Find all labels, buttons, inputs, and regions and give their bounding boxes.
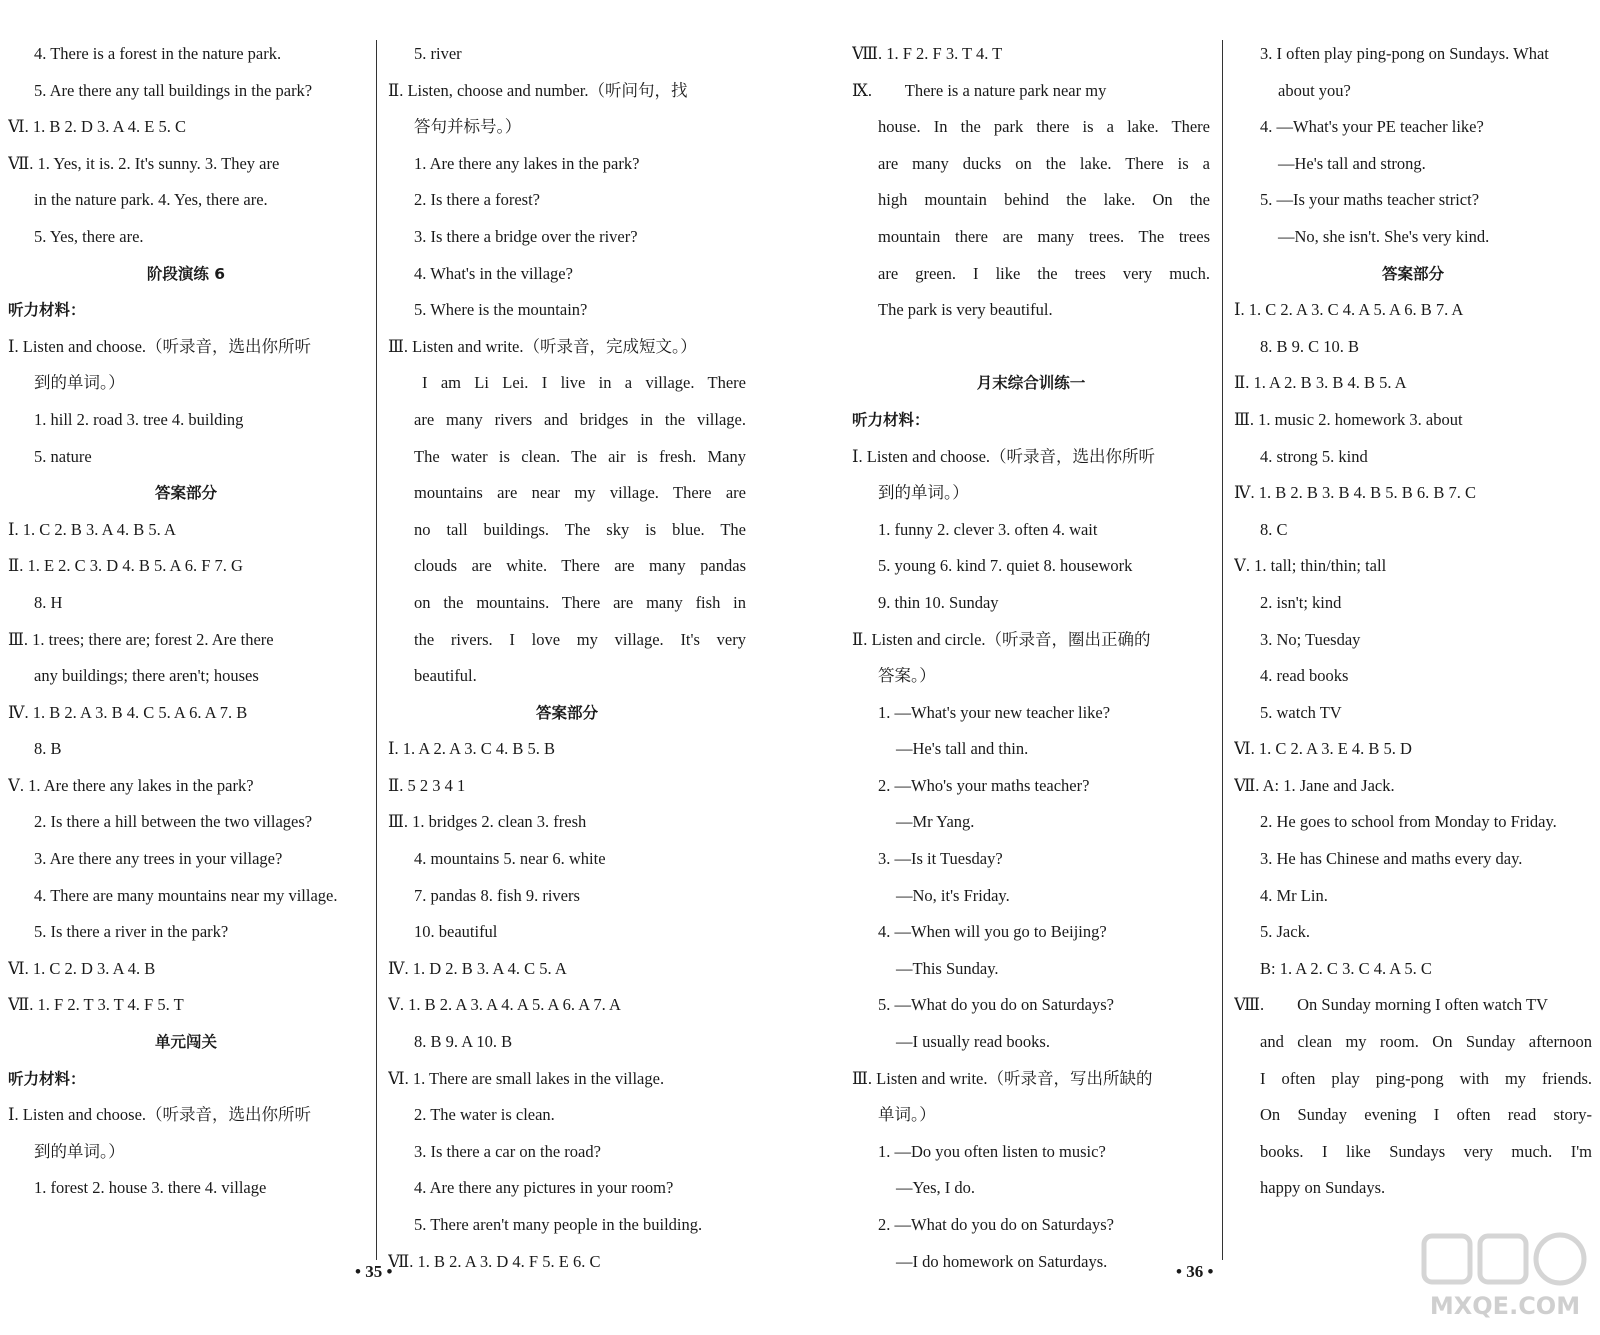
section-heading: 月末综合训练一 xyxy=(976,374,1086,393)
page-number-left: • 35 • xyxy=(355,1262,393,1281)
answer-line: 4. Are there any pictures in your room? xyxy=(414,1178,674,1198)
text-line: 5. Are there any tall buildings in the park? xyxy=(34,80,313,100)
dialog-line: —I do homework on Saturdays. xyxy=(896,1251,1108,1271)
text-line: Ⅱ. Listen and circle.（听录音，圈出正确的 xyxy=(852,629,1151,649)
answer-line: Ⅳ. 1. B 2. B 3. B 4. B 5. B 6. B 7. C xyxy=(1234,483,1477,503)
answer-line: any buildings; there aren't; houses xyxy=(34,666,259,686)
passage-line: are many ducks on the lake. There is a xyxy=(878,153,1210,173)
passage-line: happy on Sundays. xyxy=(1260,1178,1386,1198)
text-line: 1. hill 2. road 3. tree 4. building xyxy=(34,409,244,429)
column-2 xyxy=(388,36,746,1280)
text-line: 1. Are there any lakes in the park? xyxy=(414,153,640,173)
dialog-line: 2. —Who's your maths teacher? xyxy=(878,775,1090,795)
text-line: Ⅲ. Listen and write.（听录音，写出所缺的 xyxy=(852,1068,1153,1088)
answer-line: 8. C xyxy=(1260,519,1288,539)
answer-line: B: 1. A 2. C 3. C 4. A 5. C xyxy=(1260,958,1432,978)
text-line: 2. Is there a forest? xyxy=(414,190,540,210)
text-line: 5. river xyxy=(414,44,462,63)
answer-line: 3. Is there a car on the road? xyxy=(414,1141,601,1161)
passage-line: The water is clean. The air is fresh. Many xyxy=(414,446,746,466)
answer-line: 8. B 9. C 10. B xyxy=(1260,336,1360,356)
page-number-right: • 36 • xyxy=(1176,1262,1214,1281)
text-line: 5. nature xyxy=(34,446,92,466)
text-line: 1. funny 2. clever 3. often 4. wait xyxy=(878,519,1098,539)
dialog-line: —Yes, I do. xyxy=(896,1178,976,1198)
answer-line: Ⅲ. 1. bridges 2. clean 3. fresh xyxy=(388,812,587,832)
answer-line: 5. watch TV xyxy=(1260,702,1342,722)
dialog-line: 1. —Do you often listen to music? xyxy=(878,1141,1106,1161)
answer-line: Ⅱ. 1. E 2. C 3. D 4. B 5. A 6. F 7. G xyxy=(8,556,243,576)
answer-line: 8. H xyxy=(34,592,63,612)
section-heading: 答案部分 xyxy=(1381,264,1444,283)
answer-line: 4. read books xyxy=(1260,666,1349,686)
answer-line: Ⅵ. 1. B 2. D 3. A 4. E 5. C xyxy=(8,117,186,137)
answer-line: Ⅴ. 1. tall; thin/thin; tall xyxy=(1234,556,1387,576)
text-line: Ⅰ. Listen and choose.（听录音，选出你所听 xyxy=(8,336,312,356)
answer-line: Ⅵ. 1. There are small lakes in the village. xyxy=(388,1068,665,1088)
text-line: 到的单词。） xyxy=(878,483,969,503)
passage-line: The park is very beautiful. xyxy=(878,300,1053,320)
answer-line: 4. strong 5. kind xyxy=(1260,446,1368,466)
passage-line: Ⅸ. There is a nature park near my xyxy=(852,80,1107,100)
answer-line: 2. isn't; kind xyxy=(1260,592,1342,612)
text-line: 4. What's in the village? xyxy=(414,263,573,283)
passage-line: on the mountains. There are many fish in xyxy=(414,592,746,612)
answer-line: 3. Are there any trees in your village? xyxy=(34,849,283,869)
answer-line: 4. There are many mountains near my village. xyxy=(34,885,338,905)
dialog-line: 5. —Is your maths teacher strict? xyxy=(1260,190,1480,210)
passage-line: books. I like Sundays very much. I'm xyxy=(1260,1141,1592,1161)
answer-line: 8. B 9. A 10. B xyxy=(414,1032,513,1052)
answer-line: in the nature park. 4. Yes, there are. xyxy=(34,190,268,210)
text-line: 4. There is a forest in the nature park. xyxy=(34,44,282,63)
answer-line: 5. Jack. xyxy=(1260,922,1310,942)
answer-line: 5. Is there a river in the park? xyxy=(34,922,229,942)
answer-line: Ⅴ. 1. B 2. A 3. A 4. A 5. A 6. A 7. A xyxy=(388,995,621,1015)
answer-line: Ⅶ. 1. F 2. T 3. T 4. F 5. T xyxy=(8,995,184,1015)
passage-line: and clean my room. On Sunday afternoon xyxy=(1260,1032,1592,1052)
answer-line: 5. Yes, there are. xyxy=(34,226,144,246)
answer-line: 4. mountains 5. near 6. white xyxy=(414,849,606,869)
section-heading: 答案部分 xyxy=(154,484,217,503)
passage-line: mountains are near my village. There are xyxy=(414,483,746,503)
passage-line: high mountain behind the lake. On the xyxy=(878,190,1210,210)
answer-line: Ⅵ. 1. C 2. D 3. A 4. B xyxy=(8,958,156,978)
blank-line xyxy=(852,329,1210,366)
column-divider xyxy=(376,40,377,1260)
dialog-line: 3. —Is it Tuesday? xyxy=(878,849,1003,869)
watermark-logo xyxy=(1420,1232,1590,1324)
column-divider xyxy=(1222,40,1223,1260)
passage-line: mountain there are many trees. The trees xyxy=(878,226,1210,246)
section-heading: 答案部分 xyxy=(535,703,598,722)
answer-line: Ⅱ. 1. A 2. B 3. B 4. B 5. A xyxy=(1234,373,1407,393)
passage-line: clouds are white. There are many pandas xyxy=(414,556,746,576)
text-line: Ⅱ. Listen, choose and number.（听问句，找 xyxy=(388,80,688,100)
answer-line: Ⅲ. 1. music 2. homework 3. about xyxy=(1234,409,1463,429)
dialog-line: about you? xyxy=(1278,80,1351,100)
passage-line: are green. I like the trees very much. xyxy=(878,263,1210,283)
answer-line: Ⅶ. 1. Yes, it is. 2. It's sunny. 3. They are xyxy=(8,153,280,173)
text-line: 1. forest 2. house 3. there 4. village xyxy=(34,1178,267,1198)
passage-line: beautiful. xyxy=(414,666,477,686)
passage-line: Ⅷ. On Sunday morning I often watch TV xyxy=(1234,995,1548,1015)
passage-line: On Sunday evening I often read story- xyxy=(1260,1105,1592,1125)
passage-line: house. In the park there is a lake. There xyxy=(878,117,1210,137)
passage-line: no tall buildings. The sky is blue. The xyxy=(414,519,746,539)
passage-line: the rivers. I love my village. It's very xyxy=(414,629,746,649)
text-line: 9. thin 10. Sunday xyxy=(878,592,999,612)
text-line: 到的单词。） xyxy=(34,1141,125,1161)
answer-line: Ⅳ. 1. B 2. A 3. B 4. C 5. A 6. A 7. B xyxy=(8,702,248,722)
answer-line: 8. B xyxy=(34,739,62,759)
dialog-line: 2. —What do you do on Saturdays? xyxy=(878,1215,1115,1234)
subsection-label: 听力材料： xyxy=(852,410,930,429)
answer-line: 2. The water is clean. xyxy=(414,1105,555,1125)
text-line: 单词。） xyxy=(878,1105,936,1125)
dialog-line: —Mr Yang. xyxy=(896,812,975,832)
answer-line: 2. Is there a hill between the two villages? xyxy=(34,812,313,832)
text-line: 答句并标号。） xyxy=(414,117,522,137)
column-3 xyxy=(852,36,1210,1280)
passage-line: I am Li Lei. I live in a village. There xyxy=(422,373,746,393)
dialog-line: —This Sunday. xyxy=(896,958,999,978)
column-4 xyxy=(1234,36,1592,1207)
text-line: Ⅲ. Listen and write.（听录音，完成短文。） xyxy=(388,336,697,356)
dialog-line: —He's tall and thin. xyxy=(896,739,1029,759)
text-line: 3. Is there a bridge over the river? xyxy=(414,226,638,246)
answer-line: Ⅶ. A: 1. Jane and Jack. xyxy=(1234,775,1395,795)
answer-line: Ⅰ. 1. A 2. A 3. C 4. B 5. B xyxy=(388,739,555,759)
answer-line: 5. There aren't many people in the building. xyxy=(414,1215,703,1234)
text-line: 到的单词。） xyxy=(34,373,125,393)
dialog-line: 5. —What do you do on Saturdays? xyxy=(878,995,1115,1015)
answer-line: Ⅱ. 5 2 3 4 1 xyxy=(388,775,466,795)
watermark-mark-icon xyxy=(1420,1232,1590,1292)
dialog-line: 1. —What's your new teacher like? xyxy=(878,702,1111,722)
subsection-label: 听力材料： xyxy=(8,1069,86,1088)
text-line: 5. Where is the mountain? xyxy=(414,300,588,320)
answer-line: Ⅰ. 1. C 2. B 3. A 4. B 5. A xyxy=(8,519,176,539)
answer-line: 10. beautiful xyxy=(414,922,498,942)
dialog-line: —He's tall and strong. xyxy=(1278,153,1426,173)
answer-line: 3. No; Tuesday xyxy=(1260,629,1361,649)
answer-line: 4. Mr Lin. xyxy=(1260,885,1328,905)
watermark-text: MXQE.COM xyxy=(1429,1292,1581,1320)
passage-line: I often play ping-pong with my friends. xyxy=(1260,1068,1592,1088)
section-heading: 单元闯关 xyxy=(154,1033,217,1052)
text-line: Ⅰ. Listen and choose.（听录音，选出你所听 xyxy=(852,446,1156,466)
column-1 xyxy=(8,36,364,1207)
dialog-line: 4. —When will you go to Beijing? xyxy=(878,922,1107,942)
text-line: 5. young 6. kind 7. quiet 8. housework xyxy=(878,556,1133,576)
dialog-line: —No, she isn't. She's very kind. xyxy=(1278,226,1490,246)
subsection-label: 听力材料： xyxy=(8,301,86,320)
dialog-line: —I usually read books. xyxy=(896,1032,1050,1052)
text-line: 答案。） xyxy=(878,666,936,686)
answer-line: Ⅳ. 1. D 2. B 3. A 4. C 5. A xyxy=(388,958,567,978)
answer-line: 2. He goes to school from Monday to Friday. xyxy=(1260,812,1557,832)
text-line: Ⅰ. Listen and choose.（听录音，选出你所听 xyxy=(8,1105,312,1125)
dialog-line: 4. —What's your PE teacher like? xyxy=(1260,117,1484,137)
answer-line: 3. He has Chinese and maths every day. xyxy=(1260,849,1523,869)
answer-line: Ⅰ. 1. C 2. A 3. C 4. A 5. A 6. B 7. A xyxy=(1234,300,1464,320)
answer-line: Ⅶ. 1. B 2. A 3. D 4. F 5. E 6. C xyxy=(388,1251,601,1271)
dialog-line: —No, it's Friday. xyxy=(896,885,1010,905)
answer-line: 7. pandas 8. fish 9. rivers xyxy=(414,885,580,905)
answer-line: Ⅴ. 1. Are there any lakes in the park? xyxy=(8,775,254,795)
section-heading: 阶段演练 6 xyxy=(146,264,226,283)
answer-line: Ⅵ. 1. C 2. A 3. E 4. B 5. D xyxy=(1234,739,1412,759)
dialog-line: 3. I often play ping-pong on Sundays. What xyxy=(1260,44,1549,63)
answer-line: Ⅲ. 1. trees; there are; forest 2. Are there xyxy=(8,629,274,649)
answer-line: Ⅷ. 1. F 2. F 3. T 4. T xyxy=(852,44,1003,63)
passage-line: are many rivers and bridges in the village. xyxy=(414,409,746,429)
